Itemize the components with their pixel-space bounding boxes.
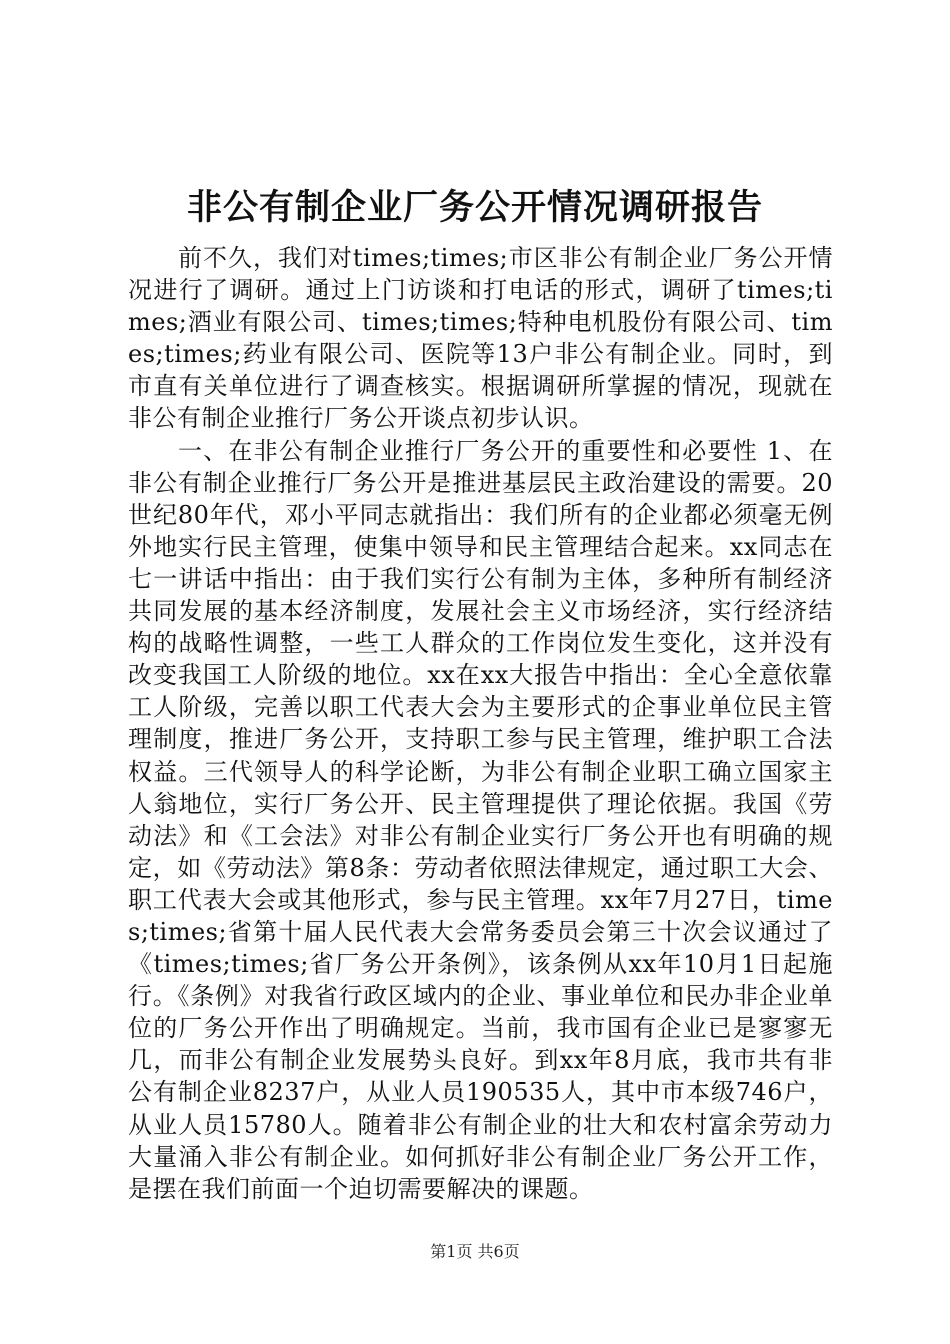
document-title: 非公有制企业厂务公开情况调研报告 xyxy=(186,187,763,228)
page-footer: 第1页 共6页 xyxy=(430,1242,520,1261)
paragraph-intro: 前不久，我们对times;times;市区非公有制企业厂务公开情况进行了调研。通过上门访谈和打电话的形式，调研了times;times;酒业有限公司、times;times;特种电机股份有限公司、times;times;药业有限公司、医院等13户非公有制企业。同时，到市直有关单位进行了调查核实。根据调研所掌握的情况，现就在非公有制企业推行厂务公开谈点初步认识。 xyxy=(128,244,833,433)
document-body xyxy=(128,242,833,1205)
paragraph-section-one: 一、在非公有制企业推行厂务公开的重要性和必要性 1、在非公有制企业推行厂务公开是推进基层民主政治建设的需要。20世纪80年代，邓小平同志就指出：我们所有的企业都必须毫无例外地实行民主管理，使集中领导和民主管理结合起来。xx同志在七一讲话中指出：由于我们实行公有制为主体，多种所有制经济共同发展的基本经济制度，发展社会主义市场经济，实行经济结构的战略性调整，一些工人群众的工作岗位发生变化，这并没有改变我国工人阶级的地位。xx在xx大报告中指出：全心全意依靠工人阶级，完善以职工代表大会为主要形式的企事业单位民主管理制度，推进厂务公开，支持职工参与民主管理，维护职工合法权益。三代领导人的科学论断，为非公有制企业职工确立国家主人翁地位，实行厂务公开、民主管理提供了理论依据。我国《劳动法》和《工会法》对非公有制企业实行厂务公开也有明确的规定，如《劳动法》第8条：劳动者依照法律规定，通过职工大会、职工代表大会或其他形式，参与民主管理。xx年7月27日，times;times;省第十届人民代表大会常务委员会第三十次会议通过了《times;times;省厂务公开条例》，该条例从xx年10月1日起施行。《条例》对我省行政区域内的企业、事业单位和民办非企业单位的厂务公开作出了明确规定。当前，我市国有企业已是寥寥无几，而非公有制企业发展势头良好。到xx年8月底，我市共有非公有制企业8237户，从业人员190535人，其中市本级746户，从业人员15780人。随着非公有制企业的壮大和农村富余劳动力大量涌入非公有制企业。如何抓好非公有制企业厂务公开工作，是摆在我们前面一个迫切需要解决的课题。 xyxy=(128,436,833,1203)
